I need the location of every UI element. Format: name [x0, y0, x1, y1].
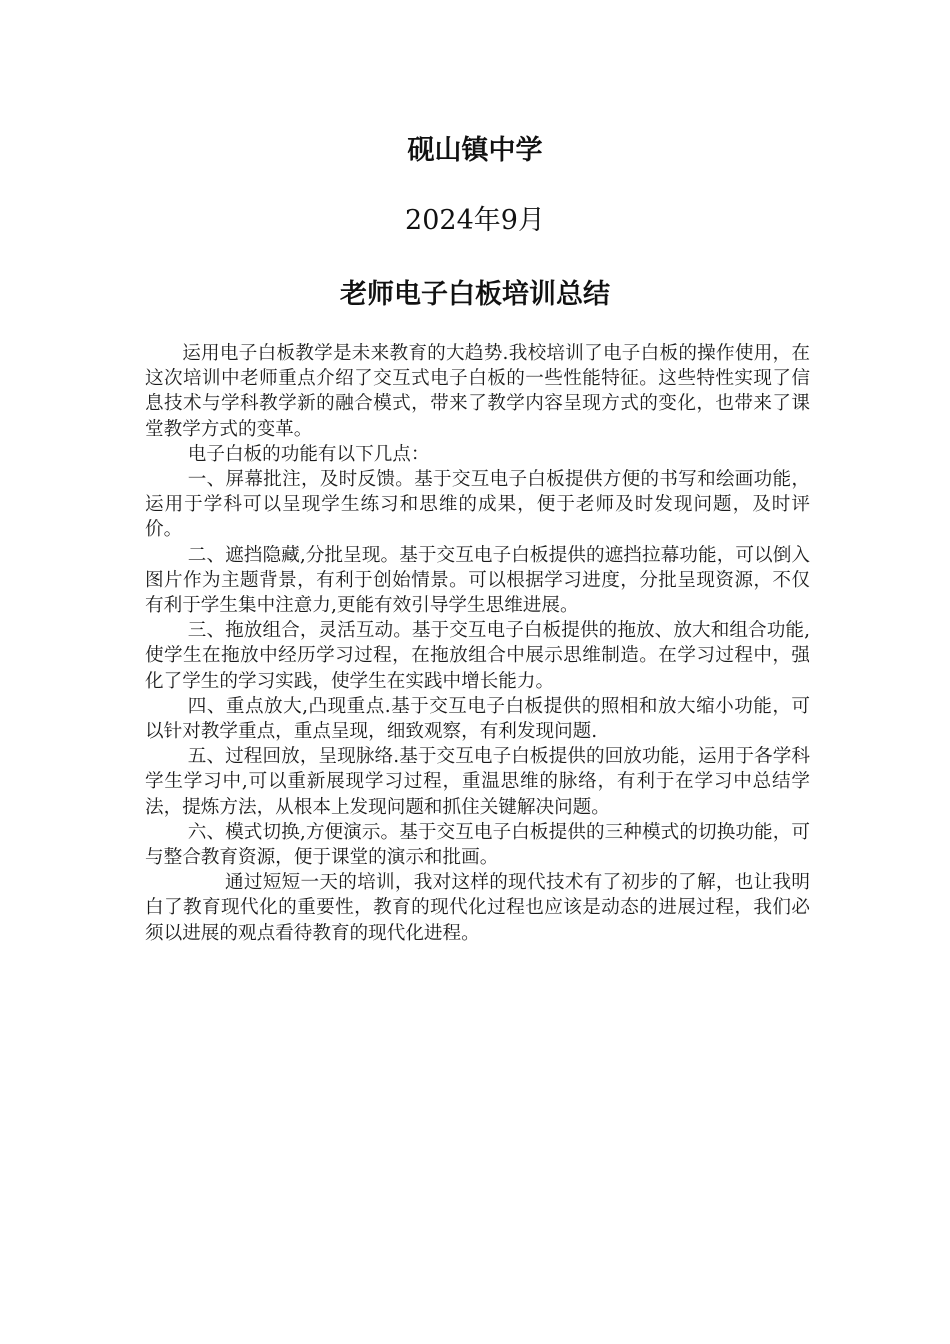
document-title: 老师电子白板培训总结: [340, 279, 610, 310]
school-name: 砚山镇中学: [407, 135, 543, 166]
paragraph-function-5: 五、过程回放，呈现脉络.基于交互电子白板提供的回放功能，运用于各学科学生学习中,可以重新展现学习过程，重温思维的脉络，有利于在学习中总结学法，提炼方法，从根本上发现问题和抓住关键解决问题。: [145, 746, 810, 818]
paragraph-function-2: 二、遮挡隐藏,分批呈现。基于交互电子白板提供的遮挡拉幕功能，可以倒入图片作为主题背景，有利于创始情景。可以根据学习进度，分批呈现资源，不仅有利于学生集中注意力,更能有效引导学生思维进展。: [145, 544, 810, 617]
document-date: 2024年9月: [405, 205, 545, 236]
paragraph-functions-heading: 电子白板的功能有以下几点：: [187, 443, 430, 465]
paragraph-function-6: 六、模式切换,方便演示。基于交互电子白板提供的三种模式的切换功能，可与整合教育资源，便于课堂的演示和批画。: [145, 821, 810, 869]
paragraph-function-3: 三、拖放组合，灵活互动。基于交互电子白板提供的拖放、放大和组合功能,使学生在拖放中经历学习过程，在拖放组合中展示思维制造。在学习过程中，强化了学生的学习实践，使学生在实践中增长能力。: [145, 620, 810, 692]
paragraph-intro: 运用电子白板教学是未来教育的大趋势.我校培训了电子白板的操作使用，在这次培训中老师重点介绍了交互式电子白板的一些性能特征。这些特性实现了信息技术与学科教学新的融合模式，带来了教学内容呈现方式的变化，也带来了课堂教学方式的变革。: [145, 343, 810, 440]
paragraph-function-1: 一、屏幕批注，及时反馈。基于交互电子白板提供方便的书写和绘画功能，运用于学科可以呈现学生练习和思维的成果，便于老师及时发现问题，及时评价。: [145, 469, 810, 541]
document-body: [145, 341, 810, 946]
paragraph-function-4: 四、重点放大,凸现重点.基于交互电子白板提供的照相和放大缩小功能，可以针对教学重点，重点呈现，细致观察，有利发现问题.: [145, 695, 810, 743]
paragraph-conclusion: 通过短短一天的培训，我对这样的现代技术有了初步的了解，也让我明白了教育现代化的重要性，教育的现代化过程也应该是动态的进展过程，我们必须以进展的观点看待教育的现代化进程。: [145, 872, 810, 944]
